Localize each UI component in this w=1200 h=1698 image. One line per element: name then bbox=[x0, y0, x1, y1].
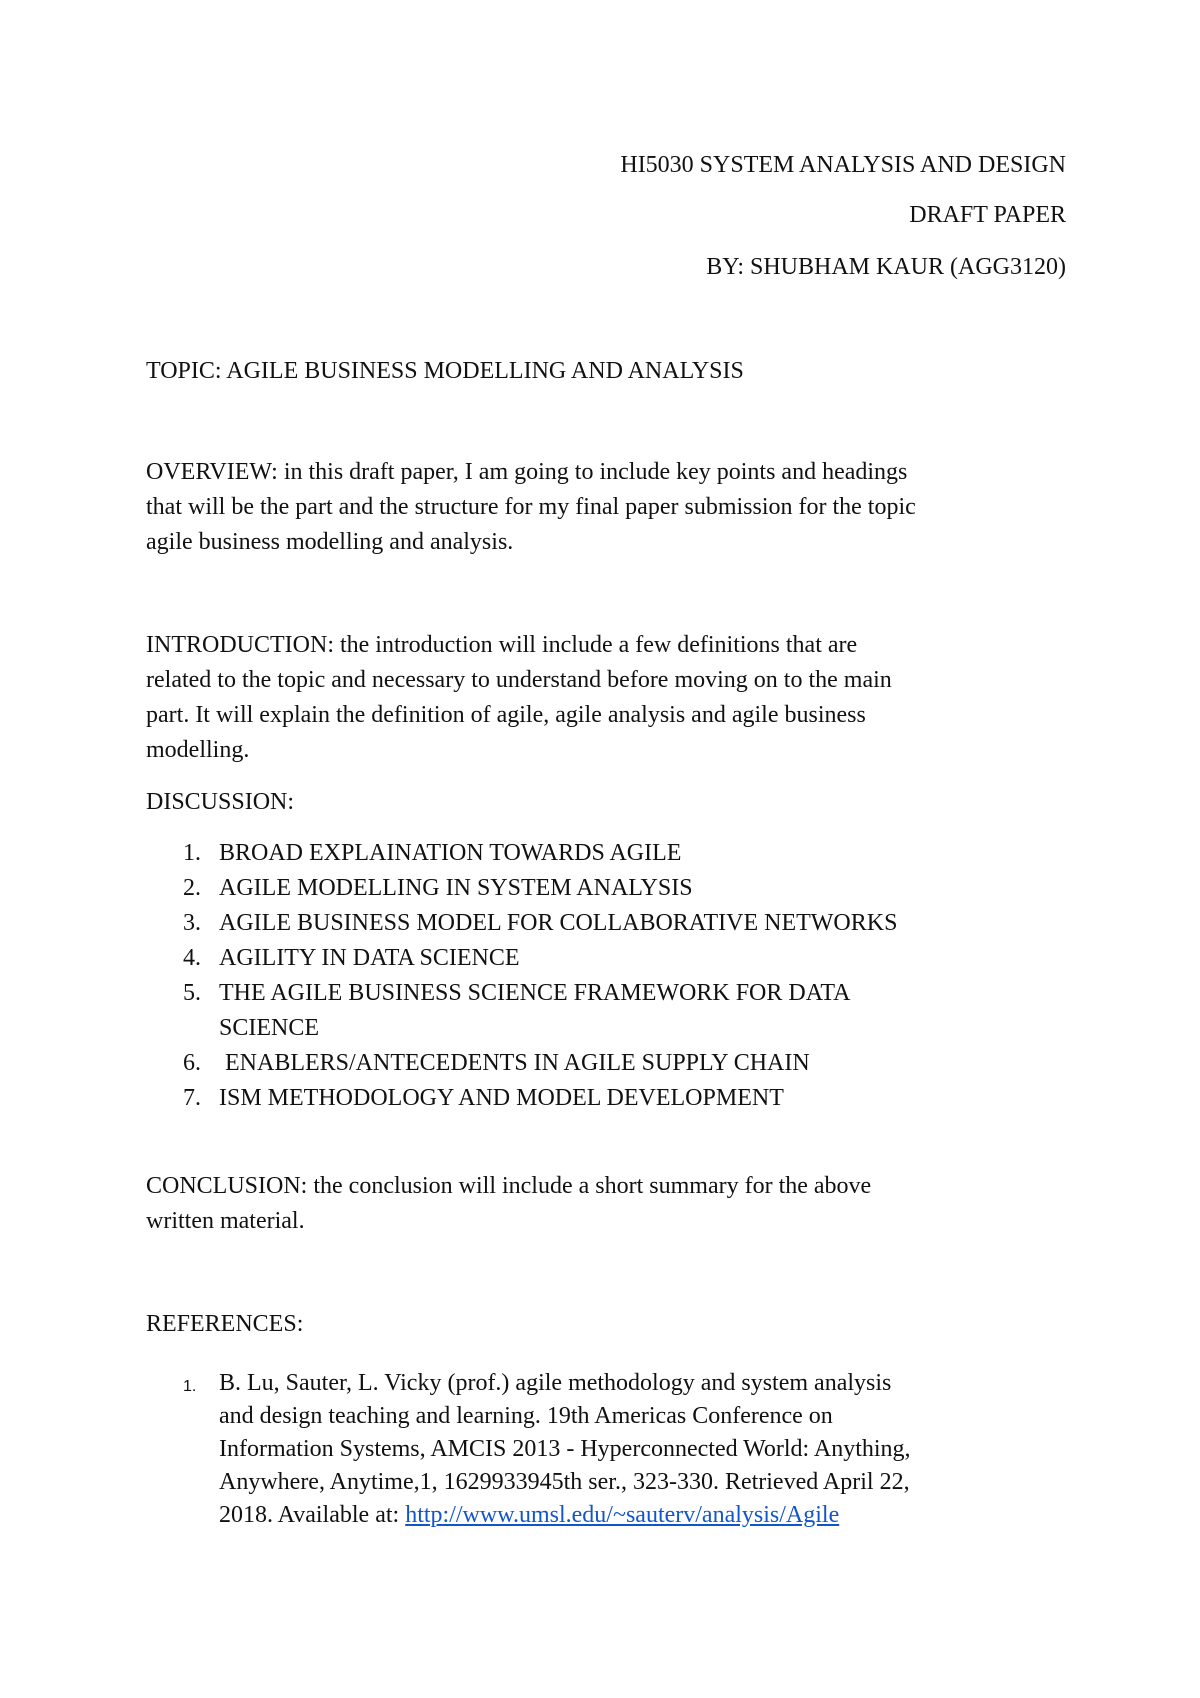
discussion-heading: DISCUSSION: bbox=[146, 789, 295, 815]
list-item-text: ISM METHODOLOGY AND MODEL DEVELOPMENT bbox=[219, 1085, 784, 1111]
topic-line: TOPIC: AGILE BUSINESS MODELLING AND ANALYSIS bbox=[146, 358, 744, 384]
reference-line: B. Lu, Sauter, L. Vicky (prof.) agile methodology and system analysis bbox=[219, 1370, 892, 1396]
conclusion-paragraph bbox=[146, 1169, 1066, 1239]
conclusion-line: written material. bbox=[146, 1208, 305, 1234]
overview-paragraph bbox=[146, 455, 1066, 560]
list-item-number: 4. bbox=[183, 945, 201, 971]
reference-link[interactable]: http://www.umsl.edu/~sauterv/analysis/Agile bbox=[405, 1502, 840, 1528]
paper-type: DRAFT PAPER bbox=[909, 202, 1066, 228]
introduction-line: part. It will explain the definition of agile, agile analysis and agile business bbox=[146, 702, 866, 728]
list-item bbox=[146, 1081, 1076, 1116]
list-item-text: BROAD EXPLAINATION TOWARDS AGILE bbox=[219, 840, 682, 866]
list-item-number: 6. bbox=[183, 1050, 201, 1076]
conclusion-line: CONCLUSION: the conclusion will include a short summary for the above bbox=[146, 1173, 872, 1199]
references-list bbox=[146, 1367, 1076, 1532]
list-item-number: 7. bbox=[183, 1085, 201, 1111]
introduction-line: related to the topic and necessary to understand before moving on to the main bbox=[146, 667, 892, 693]
reference-number: 1. bbox=[183, 1378, 197, 1395]
author-line: BY: SHUBHAM KAUR (AGG3120) bbox=[706, 254, 1066, 280]
list-item bbox=[146, 976, 1076, 1046]
overview-line: that will be the part and the structure for my final paper submission for the topic bbox=[146, 494, 916, 520]
list-item-number: 5. bbox=[183, 980, 201, 1006]
reference-line: and design teaching and learning. 19th Americas Conference on bbox=[219, 1403, 833, 1429]
introduction-line: modelling. bbox=[146, 737, 250, 763]
list-item-text: AGILE BUSINESS MODEL FOR COLLABORATIVE NETWORKS bbox=[219, 910, 898, 936]
overview-line: agile business modelling and analysis. bbox=[146, 529, 514, 555]
overview-line: OVERVIEW: in this draft paper, I am going to include key points and headings bbox=[146, 459, 908, 485]
course-title: HI5030 SYSTEM ANALYSIS AND DESIGN bbox=[620, 152, 1066, 178]
references-heading: REFERENCES: bbox=[146, 1311, 304, 1337]
list-item-text: ENABLERS/ANTECEDENTS IN AGILE SUPPLY CHAIN bbox=[219, 1050, 810, 1076]
reference-available-prefix: 2018. Available at: bbox=[219, 1502, 406, 1528]
list-item bbox=[146, 1046, 1076, 1081]
list-item-number: 3. bbox=[183, 910, 201, 936]
list-item bbox=[146, 906, 1076, 941]
list-item-text: AGILE MODELLING IN SYSTEM ANALYSIS bbox=[219, 875, 693, 901]
discussion-list bbox=[146, 836, 1076, 1116]
reference-line: Anywhere, Anytime,1, 1629933945th ser., 323-330. Retrieved April 22, bbox=[219, 1469, 910, 1495]
list-item-text: THE AGILE BUSINESS SCIENCE FRAMEWORK FOR DATA bbox=[219, 980, 851, 1006]
list-item bbox=[146, 871, 1076, 906]
list-item bbox=[146, 941, 1076, 976]
reference-item bbox=[146, 1367, 1076, 1532]
list-item-number: 2. bbox=[183, 875, 201, 901]
list-item bbox=[146, 836, 1076, 871]
introduction-paragraph bbox=[146, 628, 1066, 768]
list-item-text: SCIENCE bbox=[219, 1015, 320, 1041]
reference-last-line bbox=[219, 1499, 1076, 1532]
list-item-number: 1. bbox=[183, 840, 201, 866]
introduction-line: INTRODUCTION: the introduction will include a few definitions that are bbox=[146, 632, 858, 658]
list-item-text: AGILITY IN DATA SCIENCE bbox=[219, 945, 520, 971]
reference-line: Information Systems, AMCIS 2013 - Hyperconnected World: Anything, bbox=[219, 1436, 911, 1462]
